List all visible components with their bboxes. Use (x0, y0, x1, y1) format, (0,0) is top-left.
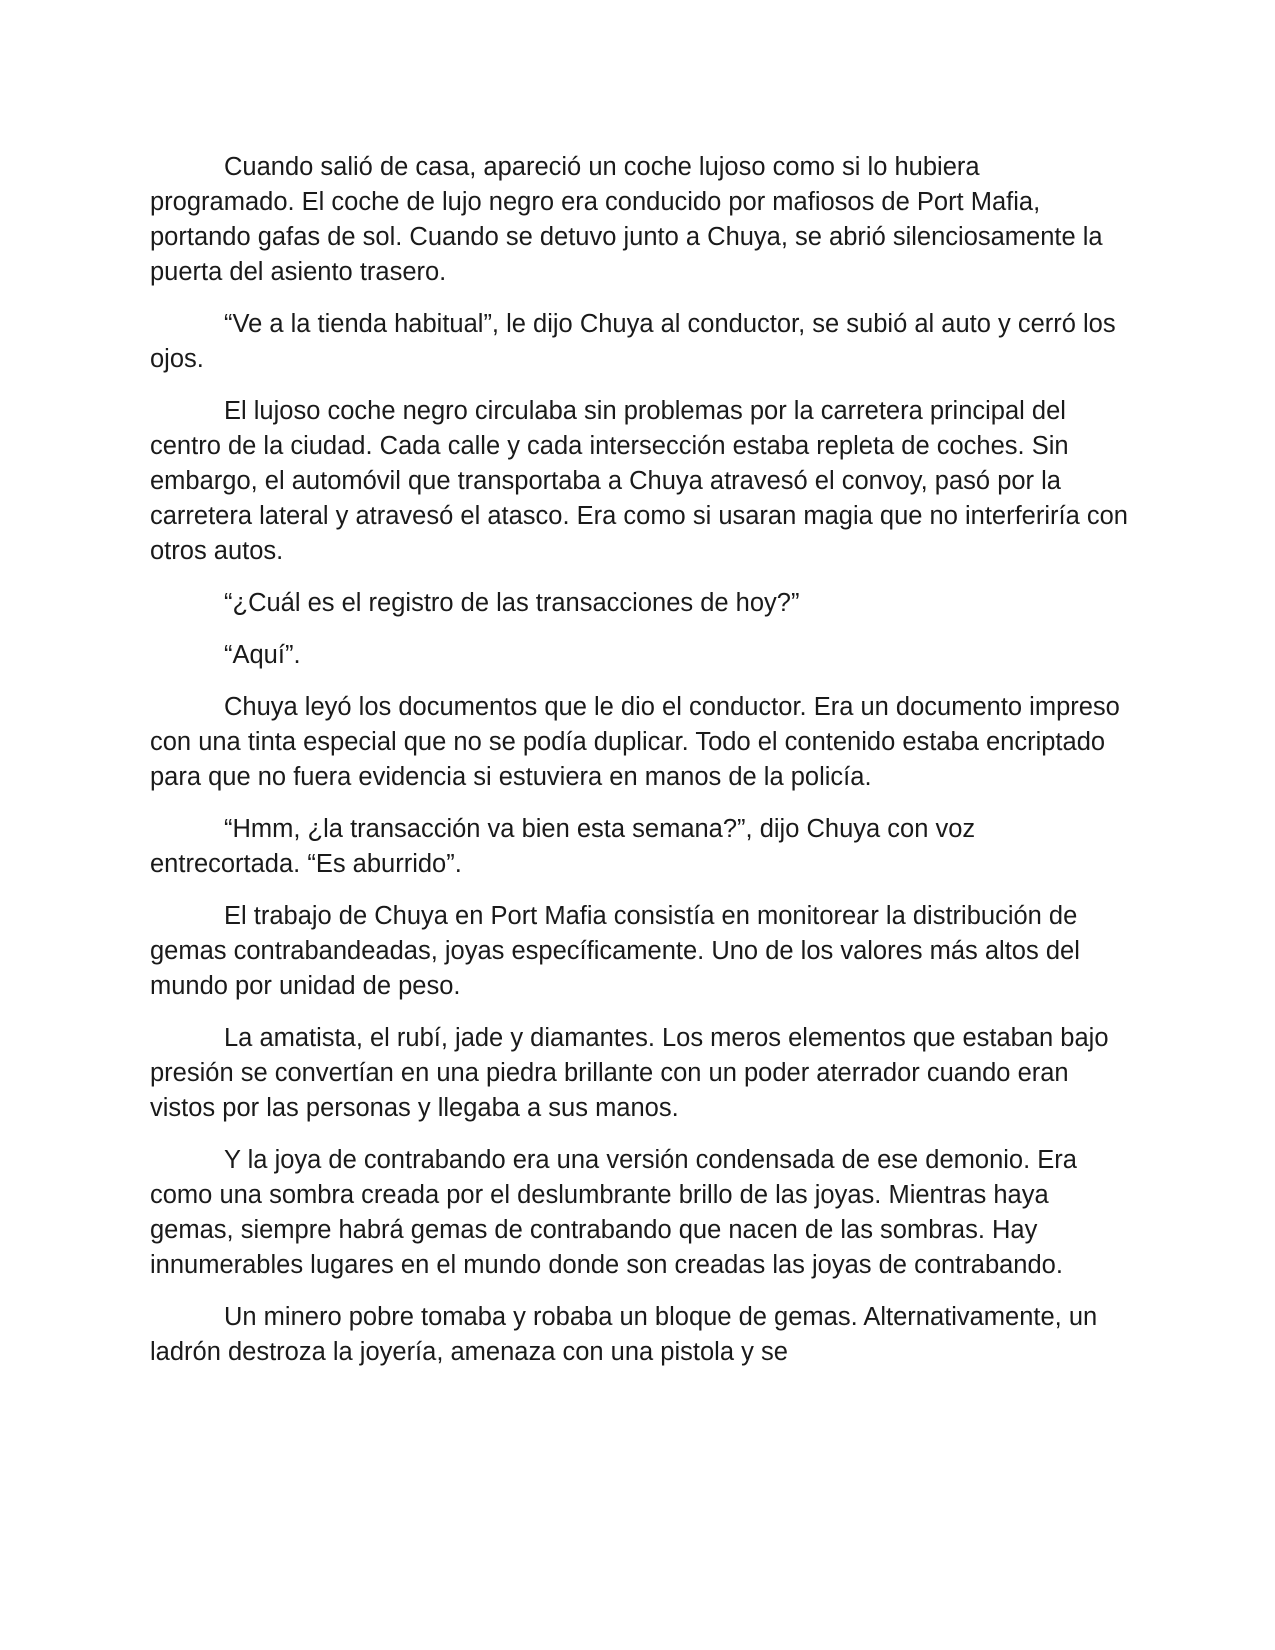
document-body (150, 150, 1130, 1387)
paragraph-8: El trabajo de Chuya en Port Mafia consistía en monitorear la distribución de gemas contrabandeadas, joyas específicamente. Uno de los valores más altos del mundo por unidad de peso. (150, 902, 1080, 1000)
paragraph-1: Cuando salió de casa, apareció un coche lujoso como si lo hubiera programado. El coche de lujo negro era conducido por mafiosos de Port Mafia, portando gafas de sol. Cuando se detuvo junto a Chuya, se abrió silenciosamente la puerta del asiento trasero. (150, 153, 1103, 286)
paragraph-6: Chuya leyó los documentos que le dio el conductor. Era un documento impreso con una tinta especial que no se podía duplicar. Todo el contenido estaba encriptado para que no fuera evidencia si estuviera en manos de la policía. (150, 693, 1120, 791)
paragraph-9: La amatista, el rubí, jade y diamantes. Los meros elementos que estaban bajo presión se convertían en una piedra brillante con un poder aterrador cuando eran vistos por las personas y llegaba a sus manos. (150, 1024, 1109, 1122)
paragraph-11: Un minero pobre tomaba y robaba un bloque de gemas. Alternativamente, un ladrón destroza la joyería, amenaza con una pistola y se (150, 1303, 1098, 1366)
paragraph-7: “Hmm, ¿la transacción va bien esta semana?”, dijo Chuya con voz entrecortada. “Es aburrido”. (150, 815, 976, 878)
paragraph-4: “¿Cuál es el registro de las transacciones de hoy?” (224, 589, 800, 617)
paragraph-2: “Ve a la tienda habitual”, le dijo Chuya al conductor, se subió al auto y cerró los ojos. (150, 310, 1116, 373)
paragraph-10: Y la joya de contrabando era una versión condensada de ese demonio. Era como una sombra creada por el deslumbrante brillo de las joyas. Mientras haya gemas, siempre habrá gemas de contrabando que nacen de las sombras. Hay innumerables lugares en el mundo donde son creadas las joyas de contrabando. (150, 1146, 1077, 1279)
paragraph-3: El lujoso coche negro circulaba sin problemas por la carretera principal del centro de la ciudad. Cada calle y cada intersección estaba repleta de coches. Sin embargo, el automóvil que transportaba a Chuya atravesó el convoy, pasó por la carretera lateral y atravesó el atasco. Era como si usaran magia que no interferiría con otros autos. (150, 397, 1128, 565)
paragraph-5: “Aquí”. (224, 641, 301, 669)
